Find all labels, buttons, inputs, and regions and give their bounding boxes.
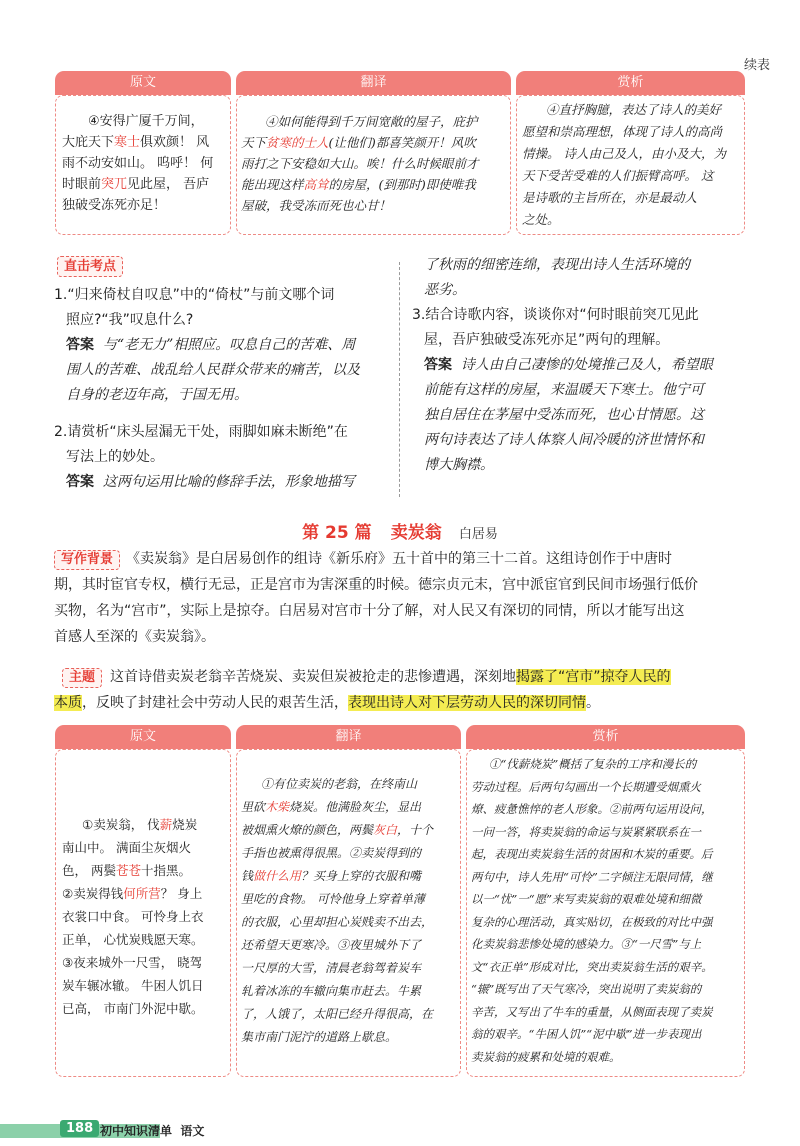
table2-appreciation-text: ①“伐薪烧炭”概括了复杂的工序和漫长的 劳动过程。后两句勾画出一个长期遭受烟熏火 燎、疲惫憔悴的老人形象。②前两句运用设问， 一问一答，将卖炭翁的命运与炭紧紧联系在一 起，表现出卖炭翁生活的贫困和木炭的重要。后 两句中，诗人先用“可怜”二字倾注无限同情，继 以一“忧”一“愿”来写卖炭翁的艰难处境和细微 复杂的心理活动，真实贴切，在极致的对比中强 化卖炭翁悲惨处境的感染力。③“一尺雪”与上 文“衣正单”形成对比，突出卖炭翁生活的艰辛。 “辗”既写出了天气寒冷，突出说明了卖炭翁的 辛苦，又写出了牛车的重量，从侧面表现了卖炭 翁的艰辛。“牛困人饥”“泥中歇”进一步表现出 卖炭翁的疲累和处境的艰难。 [471,757,713,1064]
continued-table-label: 续表 [743,58,770,73]
table2-header-translation: 翻译 [236,725,461,749]
page-footer [0,1120,800,1142]
question-1: 1.“归来倚杖自叹息”中的“倚杖”与前文哪个词 照应?“我”叹息什么? 答案 与“老无力”相照应。叹息自己的苦难、周 围人的苦难、战乱给人民群众带来的痛苦，以及 自身的老迈年高，于国无用。 [54,283,394,408]
answer-1: 答案 与“老无力”相照应。叹息自己的苦难、周 [66,337,356,353]
table1-translation-text: ④如何能得到千万间宽敞的屋子，庇护 天下贫寒的士人(让他们)都喜笑颜开！风吹 雨打之下安稳如大山。唉！什么时候眼前才 能出现这样高耸的房屋，(到那时)即使唯我 屋破，我受冻而死也心甘！ [241,114,479,213]
theme-section: 主题 这首诗借卖炭老翁辛苦烧炭、卖炭但炭被抢走的悲惨遭遇，深刻地揭露了“宫市”掠夺人民的 本质，反映了封建社会中劳动人民的艰苦生活，表现出诗人对下层劳动人民的深切同情。 [54,669,671,711]
answer-3: 答案 诗人由自己凄惨的处境推己及人，希望眼 [424,357,713,373]
background-section: 写作背景 《卖炭翁》是白居易创作的组诗《新乐府》五十首中的第三十二首。这组诗创作于中唐时 期，其时宦官专权，横行无忌，正是宫市为害深重的时候。德宗贞元末，宫中派宦官到民间市场强行低价 买物，名为“宫市”，实际上是掠夺。白居易对宫市十分了解，对人民又有深切的同情，所以才能写出这 首感人至深的《卖炭翁》。 [54,551,698,645]
table1-header-appreciation: 赏析 [516,71,745,95]
table1-original-text: ④安得广厦千万间， 大庇天下寒士俱欢颜！ 风 雨不动安如山。 呜呼！ 何 时眼前突兀见此屋， 吾庐 独破受冻死亦足！ [62,114,214,213]
answer-2: 答案 这两句运用比喻的修辞手法，形象地描写 [66,474,355,490]
question-2: 2.请赏析“床头屋漏无干处，雨脚如麻未断绝”在 写法上的妙处。 答案 这两句运用比喻的修辞手法，形象地描写 [54,420,394,495]
kaodian-tag: 直击考点 [57,256,123,277]
page-number: 188 [60,1120,99,1137]
table1-appreciation-text: ④直抒胸臆，表达了诗人的美好 愿望和崇高理想，体现了诗人的高尚 情操。 诗人由己及人，由小及大，为 天下受苦受难的人们振臂高呼。 这 是诗歌的主旨所在，亦是最动人 之处。 [522,102,726,227]
poem-number: 第 25 篇 [302,523,372,543]
poem-title [0,518,800,543]
table2-translation-text: ①有位卖炭的老翁，在终南山 里砍木柴烧炭。他满脸灰尘，显出 被烟熏火燎的颜色，两鬓灰白，十个 手指也被熏得很黑。②卖炭得到的 钱做什么用？买身上穿的衣服和嘴 里吃的食物。 可怜他身上穿着单薄 的衣服，心里却担心炭贱卖不出去， 还希望天更寒冷。③夜里城外下了 一尺厚的大雪，清晨老翁驾着炭车 轧着冰冻的车辙向集市赶去。牛累 了，人饿了，太阳已经升得很高，在 集市南门泥泞的道路上歇息。 [241,777,434,1044]
background-tag: 写作背景 [54,550,120,570]
table2-original-text: ①卖炭翁， 伐薪烧炭 南山中。 满面尘灰烟火 色， 两鬓苍苍十指黑。 ②卖炭得钱何所营？ 身上 衣裳口中食。 可怜身上衣 正单， 心忧炭贱愿天寒。 ③夜来城外一尺雪， 晓驾 炭车辗冰辙。 牛困人饥日 已高， 市南门外泥中歇。 [62,817,204,1016]
table1-header-original: 原文 [55,71,231,95]
column-divider [399,262,400,497]
table1-header-translation: 翻译 [236,71,511,95]
question-3: 3.结合诗歌内容，谈谈你对“何时眼前突兀见此 [412,307,699,323]
question-column-right: 了秋雨的细密连绵，表现出诗人生活环境的 恶劣。 3.结合诗歌内容，谈谈你对“何时眼前突兀见此 屋，吾庐独破受冻死亦足”两句的理解。 答案 诗人由自己凄惨的处境推己及人，希望眼 前能有这样的房屋，来温暖天下寒士。他宁可 独自居住在茅屋中受冻而死，也心甘情愿。这 两句诗表达了诗人体察人间冷暖的济世情怀和 博大胸襟。 [412,253,757,478]
poem-author: 白居易 [458,527,498,542]
poem-name: 卖炭翁 [390,523,442,543]
theme-tag: 主题 [62,668,102,688]
book-title: 初中知识清单 语文 [100,1124,205,1138]
table2-header-appreciation: 赏析 [466,725,745,749]
table2-header-original: 原文 [55,725,231,749]
